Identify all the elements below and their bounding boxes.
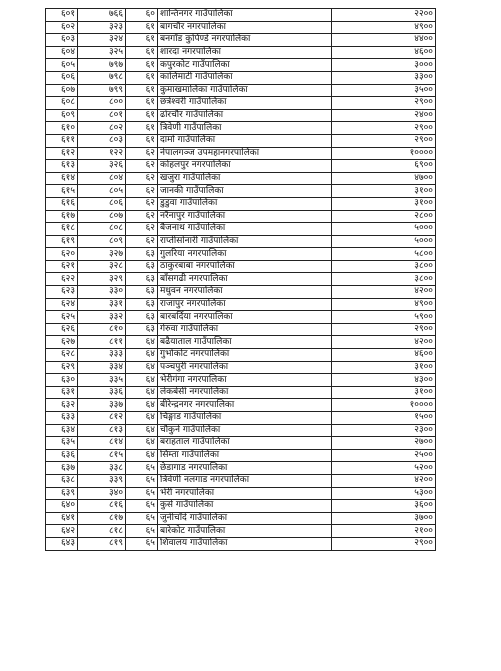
local-body-name-cell: चौकुने गाउँपालिका	[158, 424, 332, 437]
local-body-name-cell: खजुरा गाउँपालिका	[158, 172, 332, 185]
table-row	[46, 336, 436, 349]
district-number-cell: ६१	[126, 34, 158, 47]
district-number-cell: ६३	[126, 323, 158, 336]
amount-cell: ४७००	[332, 172, 436, 185]
serial-number-cell: ६२७	[46, 336, 78, 349]
serial-number-cell: ६०८	[46, 97, 78, 110]
code-cell: ३३३	[78, 349, 126, 362]
local-body-name-cell: बैजनाथ गाउँपालिका	[158, 223, 332, 236]
code-cell: ८००	[78, 97, 126, 110]
table-row	[46, 21, 436, 34]
code-cell: ८०१	[78, 109, 126, 122]
amount-cell: ३५००	[332, 84, 436, 97]
district-number-cell: ६१	[126, 134, 158, 147]
serial-number-cell: ६३१	[46, 386, 78, 399]
district-number-cell: ६५	[126, 525, 158, 538]
amount-cell: २१००	[332, 525, 436, 538]
amount-cell: १५००	[332, 412, 436, 425]
serial-number-cell: ६४३	[46, 537, 78, 550]
local-body-name-cell: जुनीचाँदे गाउँपालिका	[158, 512, 332, 525]
local-body-name-cell: बनगाँड कुपिण्डे नगरपालिका	[158, 34, 332, 47]
code-cell: ८१४	[78, 437, 126, 450]
serial-number-cell: ६२९	[46, 361, 78, 374]
district-number-cell: ६४	[126, 349, 158, 362]
code-cell: ८१६	[78, 500, 126, 513]
table-row	[46, 147, 436, 160]
local-body-name-cell: भेरीगंगा नगरपालिका	[158, 374, 332, 387]
table-row	[46, 361, 436, 374]
district-number-cell: ६१	[126, 109, 158, 122]
code-cell: ३२५	[78, 46, 126, 59]
amount-cell: ५२००	[332, 462, 436, 475]
local-body-name-cell: बीरेन्द्रनगर नगरपालिका	[158, 399, 332, 412]
code-cell: ८१९	[78, 537, 126, 550]
serial-number-cell: ६१२	[46, 147, 78, 160]
district-number-cell: ६४	[126, 412, 158, 425]
district-number-cell: ६३	[126, 286, 158, 299]
amount-cell: ४२००	[332, 474, 436, 487]
district-number-cell: ६१	[126, 71, 158, 84]
code-cell: ८१०	[78, 323, 126, 336]
district-number-cell: ६३	[126, 273, 158, 286]
serial-number-cell: ६१०	[46, 122, 78, 135]
table-row	[46, 9, 436, 22]
table-row	[46, 537, 436, 550]
local-body-name-cell: ढोरचौर गाउँपालिका	[158, 109, 332, 122]
code-cell: ८०४	[78, 172, 126, 185]
code-cell: ३२९	[78, 273, 126, 286]
amount-cell: ३१००	[332, 361, 436, 374]
serial-number-cell: ६४१	[46, 512, 78, 525]
local-body-name-cell: शारदा नगरपालिका	[158, 46, 332, 59]
local-body-name-cell: जानकी गाउँपालिका	[158, 185, 332, 198]
serial-number-cell: ६१६	[46, 197, 78, 210]
local-body-name-cell: गुलरिया नगरपालिका	[158, 248, 332, 261]
code-cell: ३३१	[78, 298, 126, 311]
amount-cell: ५३००	[332, 487, 436, 500]
code-cell: ७६६	[78, 9, 126, 22]
local-body-name-cell: कोहलपुर नगरपालिका	[158, 160, 332, 173]
code-cell: ८०७	[78, 210, 126, 223]
local-body-name-cell: मधुवन नगरपालिका	[158, 286, 332, 299]
amount-cell: ४९००	[332, 298, 436, 311]
district-number-cell: ६१	[126, 21, 158, 34]
district-number-cell: ६४	[126, 336, 158, 349]
table-row	[46, 298, 436, 311]
local-body-name-cell: चिङ्गाड गाउँपालिका	[158, 412, 332, 425]
local-body-name-cell: लेकबेसी नगरपालिका	[158, 386, 332, 399]
amount-cell: ३३००	[332, 71, 436, 84]
amount-cell: ४६००	[332, 349, 436, 362]
serial-number-cell: ६३९	[46, 487, 78, 500]
serial-number-cell: ६०९	[46, 109, 78, 122]
code-cell: ७९७	[78, 59, 126, 72]
district-number-cell: ६३	[126, 248, 158, 261]
amount-cell: ३६००	[332, 500, 436, 513]
local-body-name-cell: पञ्चपुरी नगरपालिका	[158, 361, 332, 374]
amount-cell: १००००	[332, 399, 436, 412]
code-cell: ३३६	[78, 386, 126, 399]
code-cell: ८१५	[78, 449, 126, 462]
district-number-cell: ६२	[126, 172, 158, 185]
local-body-name-cell: कालिमाटी गाउँपालिका	[158, 71, 332, 84]
amount-cell: ५०००	[332, 223, 436, 236]
serial-number-cell: ६२६	[46, 323, 78, 336]
serial-number-cell: ६३८	[46, 474, 78, 487]
code-cell: ३२४	[78, 34, 126, 47]
code-cell: ७९८	[78, 71, 126, 84]
serial-number-cell: ६१४	[46, 172, 78, 185]
code-cell: ८११	[78, 336, 126, 349]
local-body-name-cell: बागचौर नगरपालिका	[158, 21, 332, 34]
local-body-name-cell: छत्रेश्वरी गाउँपालिका	[158, 97, 332, 110]
table-row	[46, 59, 436, 72]
table-row	[46, 286, 436, 299]
serial-number-cell: ६०४	[46, 46, 78, 59]
table-row	[46, 474, 436, 487]
table-row	[46, 160, 436, 173]
amount-cell: ५८००	[332, 248, 436, 261]
code-cell: ८१२	[78, 412, 126, 425]
table-row	[46, 109, 436, 122]
local-body-name-cell: बढैयाताल गाउँपालिका	[158, 336, 332, 349]
amount-cell: ३८००	[332, 260, 436, 273]
serial-number-cell: ६०१	[46, 9, 78, 22]
table-row	[46, 412, 436, 425]
code-cell: ३३७	[78, 399, 126, 412]
serial-number-cell: ६०२	[46, 21, 78, 34]
local-body-name-cell: शान्तिनगर गाउँपालिका	[158, 9, 332, 22]
code-cell: ३२६	[78, 160, 126, 173]
amount-cell: ४२००	[332, 336, 436, 349]
district-number-cell: ६५	[126, 537, 158, 550]
code-cell: ३३०	[78, 286, 126, 299]
district-number-cell: ६३	[126, 260, 158, 273]
local-body-name-cell: बाँसगढी नगरपालिका	[158, 273, 332, 286]
table-row	[46, 185, 436, 198]
amount-cell: ३८००	[332, 273, 436, 286]
serial-number-cell: ६२०	[46, 248, 78, 261]
local-body-name-cell: दार्मा गाउँपालिका	[158, 134, 332, 147]
amount-cell: ५०००	[332, 235, 436, 248]
local-body-name-cell: छेडागाड नगरपालिका	[158, 462, 332, 475]
amount-cell: ६९००	[332, 160, 436, 173]
table-row	[46, 34, 436, 47]
serial-number-cell: ६३२	[46, 399, 78, 412]
table-row	[46, 71, 436, 84]
district-number-cell: ६१	[126, 97, 158, 110]
amount-cell: २२००	[332, 9, 436, 22]
serial-number-cell: ६३३	[46, 412, 78, 425]
amount-cell: २७००	[332, 437, 436, 450]
code-cell: ८०२	[78, 122, 126, 135]
local-body-name-cell: त्रिवेणी गाउँपालिका	[158, 122, 332, 135]
serial-number-cell: ६४२	[46, 525, 78, 538]
local-body-name-cell: राजापुर नगरपालिका	[158, 298, 332, 311]
amount-cell: ५९००	[332, 311, 436, 324]
table-row	[46, 260, 436, 273]
serial-number-cell: ६१५	[46, 185, 78, 198]
table-row	[46, 210, 436, 223]
district-number-cell: ६१	[126, 122, 158, 135]
table-row	[46, 97, 436, 110]
serial-number-cell: ६०७	[46, 84, 78, 97]
district-number-cell: ६३	[126, 311, 158, 324]
serial-number-cell: ६१७	[46, 210, 78, 223]
local-body-name-cell: सिम्ता गाउँपालिका	[158, 449, 332, 462]
amount-cell: ३१००	[332, 185, 436, 198]
code-cell: ३३५	[78, 374, 126, 387]
district-number-cell: ६५	[126, 500, 158, 513]
table-row	[46, 235, 436, 248]
district-number-cell: ६२	[126, 235, 158, 248]
district-number-cell: ६२	[126, 147, 158, 160]
serial-number-cell: ६०३	[46, 34, 78, 47]
code-cell: ३२८	[78, 260, 126, 273]
table-row	[46, 500, 436, 513]
district-number-cell: ६४	[126, 424, 158, 437]
code-cell: ३३४	[78, 361, 126, 374]
serial-number-cell: ६३४	[46, 424, 78, 437]
local-body-name-cell: शिवालय गाउँपालिका	[158, 537, 332, 550]
code-cell: ३२३	[78, 21, 126, 34]
table-row	[46, 449, 436, 462]
local-body-name-cell: बारबर्दिया नगरपालिका	[158, 311, 332, 324]
local-body-name-cell: नेपालगञ्ज उपमहानगरपालिका	[158, 147, 332, 160]
district-number-cell: ६१	[126, 46, 158, 59]
local-body-name-cell: नरैनापुर गाउँपालिका	[158, 210, 332, 223]
district-number-cell: ६४	[126, 386, 158, 399]
district-number-cell: ६०	[126, 9, 158, 22]
local-body-name-cell: ठाकुरबाबा नगरपालिका	[158, 260, 332, 273]
code-cell: ८१३	[78, 424, 126, 437]
district-number-cell: ६४	[126, 374, 158, 387]
amount-cell: २९००	[332, 323, 436, 336]
amount-cell: २९००	[332, 537, 436, 550]
serial-number-cell: ६३७	[46, 462, 78, 475]
district-number-cell: ६२	[126, 210, 158, 223]
serial-number-cell: ६२२	[46, 273, 78, 286]
serial-number-cell: ६११	[46, 134, 78, 147]
serial-number-cell: ६२१	[46, 260, 78, 273]
district-number-cell: ६१	[126, 84, 158, 97]
table-row	[46, 273, 436, 286]
local-body-name-cell: डुडुवा गाउँपालिका	[158, 197, 332, 210]
amount-cell: २४००	[332, 109, 436, 122]
table-row	[46, 223, 436, 236]
amount-cell: ४२००	[332, 286, 436, 299]
table-row	[46, 84, 436, 97]
serial-number-cell: ६१९	[46, 235, 78, 248]
amount-cell: १००००	[332, 147, 436, 160]
table-row	[46, 525, 436, 538]
local-body-name-cell: गुर्भाकोट नगरपालिका	[158, 349, 332, 362]
serial-number-cell: ६३६	[46, 449, 78, 462]
serial-number-cell: ६२८	[46, 349, 78, 362]
district-number-cell: ६३	[126, 298, 158, 311]
table-row	[46, 512, 436, 525]
amount-cell: २९००	[332, 122, 436, 135]
table-row	[46, 172, 436, 185]
code-cell: ८१७	[78, 512, 126, 525]
code-cell: ३२७	[78, 248, 126, 261]
district-number-cell: ६१	[126, 59, 158, 72]
table-row	[46, 462, 436, 475]
district-number-cell: ६२	[126, 223, 158, 236]
table-row	[46, 386, 436, 399]
district-number-cell: ६२	[126, 197, 158, 210]
local-body-name-cell: कुसे गाउँपालिका	[158, 500, 332, 513]
code-cell: ८०८	[78, 223, 126, 236]
table-row	[46, 248, 436, 261]
amount-cell: ४९००	[332, 21, 436, 34]
table-row	[46, 349, 436, 362]
code-cell: ७९९	[78, 84, 126, 97]
amount-cell: ३१००	[332, 197, 436, 210]
local-body-name-cell: त्रिवेणी नलगाड नगरपालिका	[158, 474, 332, 487]
code-cell: ८१८	[78, 525, 126, 538]
amount-cell: २५००	[332, 449, 436, 462]
local-body-name-cell: बारेकोट गाउँपालिका	[158, 525, 332, 538]
serial-number-cell: ६३५	[46, 437, 78, 450]
district-number-cell: ६४	[126, 449, 158, 462]
serial-number-cell: ६१३	[46, 160, 78, 173]
code-cell: ३३९	[78, 474, 126, 487]
code-cell: ३३२	[78, 311, 126, 324]
local-body-name-cell: गेरुवा गाउँपालिका	[158, 323, 332, 336]
table-row	[46, 323, 436, 336]
district-number-cell: ६४	[126, 399, 158, 412]
district-number-cell: ६५	[126, 462, 158, 475]
serial-number-cell: ६३०	[46, 374, 78, 387]
table-row	[46, 487, 436, 500]
table-body	[46, 9, 436, 551]
code-cell: ८०५	[78, 185, 126, 198]
code-cell: ३३८	[78, 462, 126, 475]
code-cell: ८०९	[78, 235, 126, 248]
table-row	[46, 424, 436, 437]
serial-number-cell: ६२५	[46, 311, 78, 324]
serial-number-cell: ६२४	[46, 298, 78, 311]
amount-cell: २८००	[332, 210, 436, 223]
table-row	[46, 399, 436, 412]
district-number-cell: ६५	[126, 487, 158, 500]
code-cell: १२२	[78, 147, 126, 160]
district-number-cell: ६४	[126, 437, 158, 450]
amount-cell: ४४००	[332, 34, 436, 47]
amount-cell: ४६००	[332, 46, 436, 59]
code-cell: ८०६	[78, 197, 126, 210]
local-body-name-cell: बराहताल गाउँपालिका	[158, 437, 332, 450]
district-number-cell: ६४	[126, 361, 158, 374]
code-cell: ८०३	[78, 134, 126, 147]
district-number-cell: ६२	[126, 185, 158, 198]
municipality-allocation-table	[45, 8, 436, 551]
district-number-cell: ६५	[126, 474, 158, 487]
serial-number-cell: ६०५	[46, 59, 78, 72]
amount-cell: ४३००	[332, 374, 436, 387]
code-cell: ३४०	[78, 487, 126, 500]
serial-number-cell: ६२३	[46, 286, 78, 299]
table-row	[46, 437, 436, 450]
table-row	[46, 46, 436, 59]
local-body-name-cell: भेरी नगरपालिका	[158, 487, 332, 500]
district-number-cell: ६२	[126, 160, 158, 173]
table-row	[46, 374, 436, 387]
serial-number-cell: ६०६	[46, 71, 78, 84]
table-row	[46, 122, 436, 135]
amount-cell: ३१००	[332, 386, 436, 399]
amount-cell: २३००	[332, 424, 436, 437]
district-number-cell: ६५	[126, 512, 158, 525]
table-row	[46, 197, 436, 210]
serial-number-cell: ६१८	[46, 223, 78, 236]
amount-cell: ३७००	[332, 512, 436, 525]
serial-number-cell: ६४०	[46, 500, 78, 513]
amount-cell: २९००	[332, 134, 436, 147]
table-row	[46, 311, 436, 324]
amount-cell: २९००	[332, 97, 436, 110]
local-body-name-cell: कुमाखमालिका गाउँपालिका	[158, 84, 332, 97]
local-body-name-cell: राप्तीसोनारी गाउँपालिका	[158, 235, 332, 248]
table-row	[46, 134, 436, 147]
amount-cell: ३०००	[332, 59, 436, 72]
local-body-name-cell: कपुरकोट गाउँपालिका	[158, 59, 332, 72]
